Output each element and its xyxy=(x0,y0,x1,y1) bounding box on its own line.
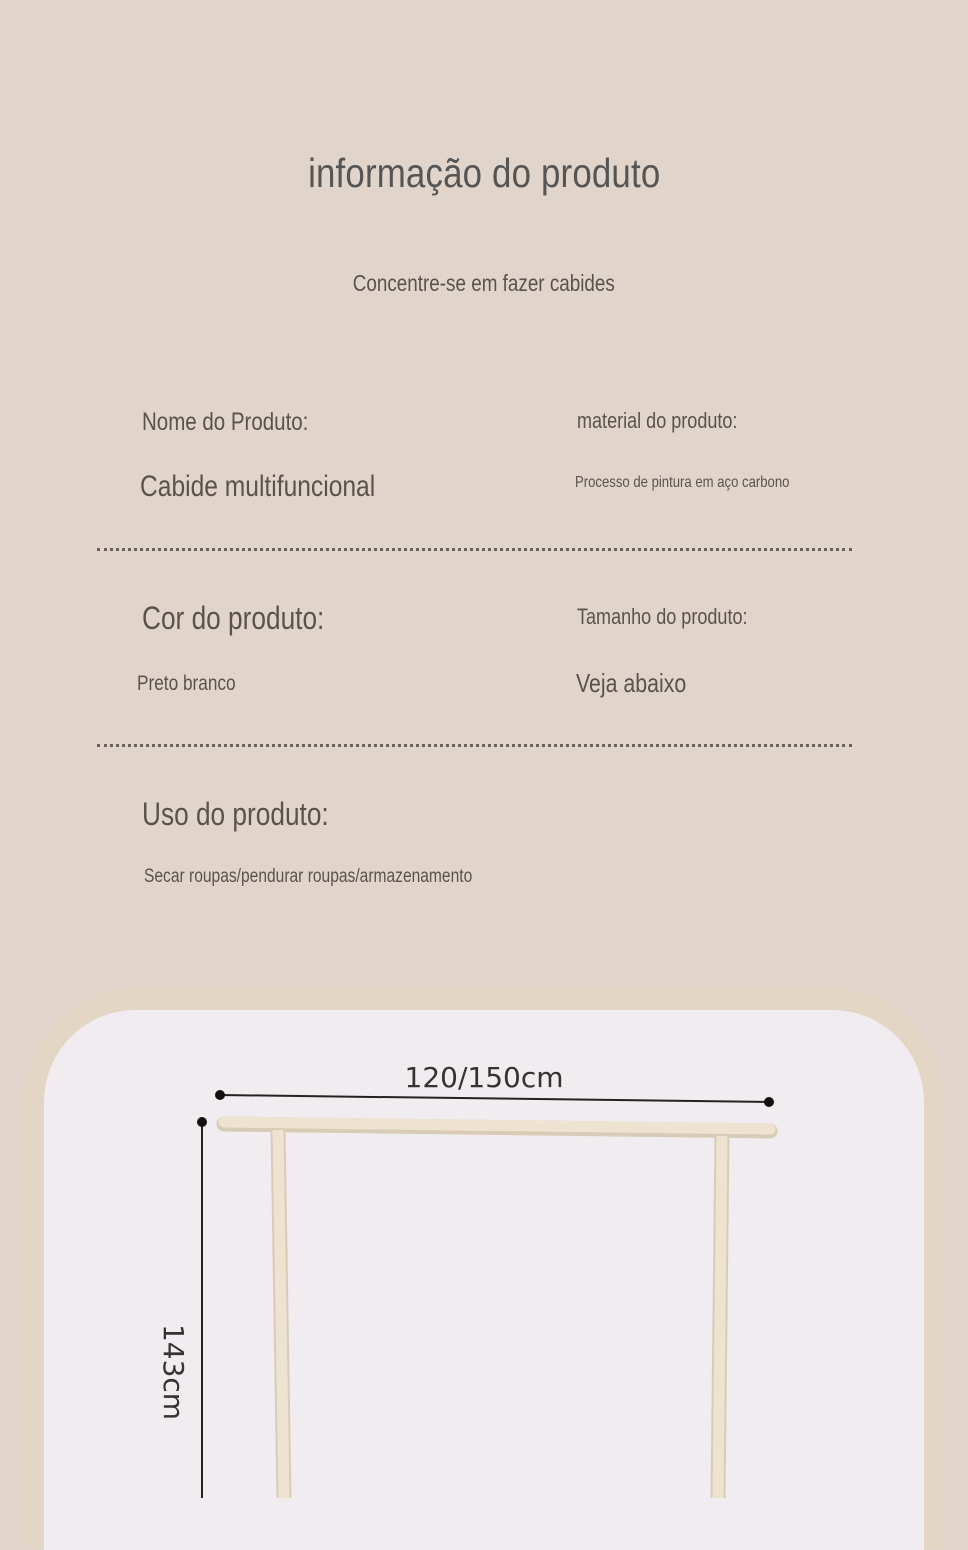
product-name-value: Cabide multifuncional xyxy=(140,470,376,503)
product-size-label: Tamanho do produto: xyxy=(577,604,748,629)
height-label: 143cm xyxy=(157,1323,190,1421)
product-color-value: Preto branco xyxy=(137,672,236,695)
product-use-value: Secar roupas/pendurar roupas/armazenamento xyxy=(144,866,473,887)
product-material-value: Processo de pintura em aço carbono xyxy=(575,474,790,491)
width-dimension-line xyxy=(220,1095,769,1102)
product-name-label: Nome do Produto: xyxy=(142,408,309,436)
width-start-dot xyxy=(215,1090,225,1100)
height-start-dot xyxy=(197,1117,207,1127)
rack-top-bar xyxy=(224,1122,770,1129)
product-color-label: Cor do produto: xyxy=(142,600,325,636)
width-label: 120/150cm xyxy=(404,1061,564,1094)
product-size-value: Veja abaixo xyxy=(576,668,687,698)
rack-right-leg xyxy=(718,1136,722,1498)
page-subtitle-text: Concentre-se em fazer cabides xyxy=(352,270,616,296)
product-use-label: Uso do produto: xyxy=(142,796,329,832)
rack-left-leg xyxy=(278,1130,284,1498)
product-material-label: material do produto: xyxy=(577,408,738,433)
page-title-text: informação do produto xyxy=(307,150,661,196)
width-end-dot xyxy=(764,1097,774,1107)
